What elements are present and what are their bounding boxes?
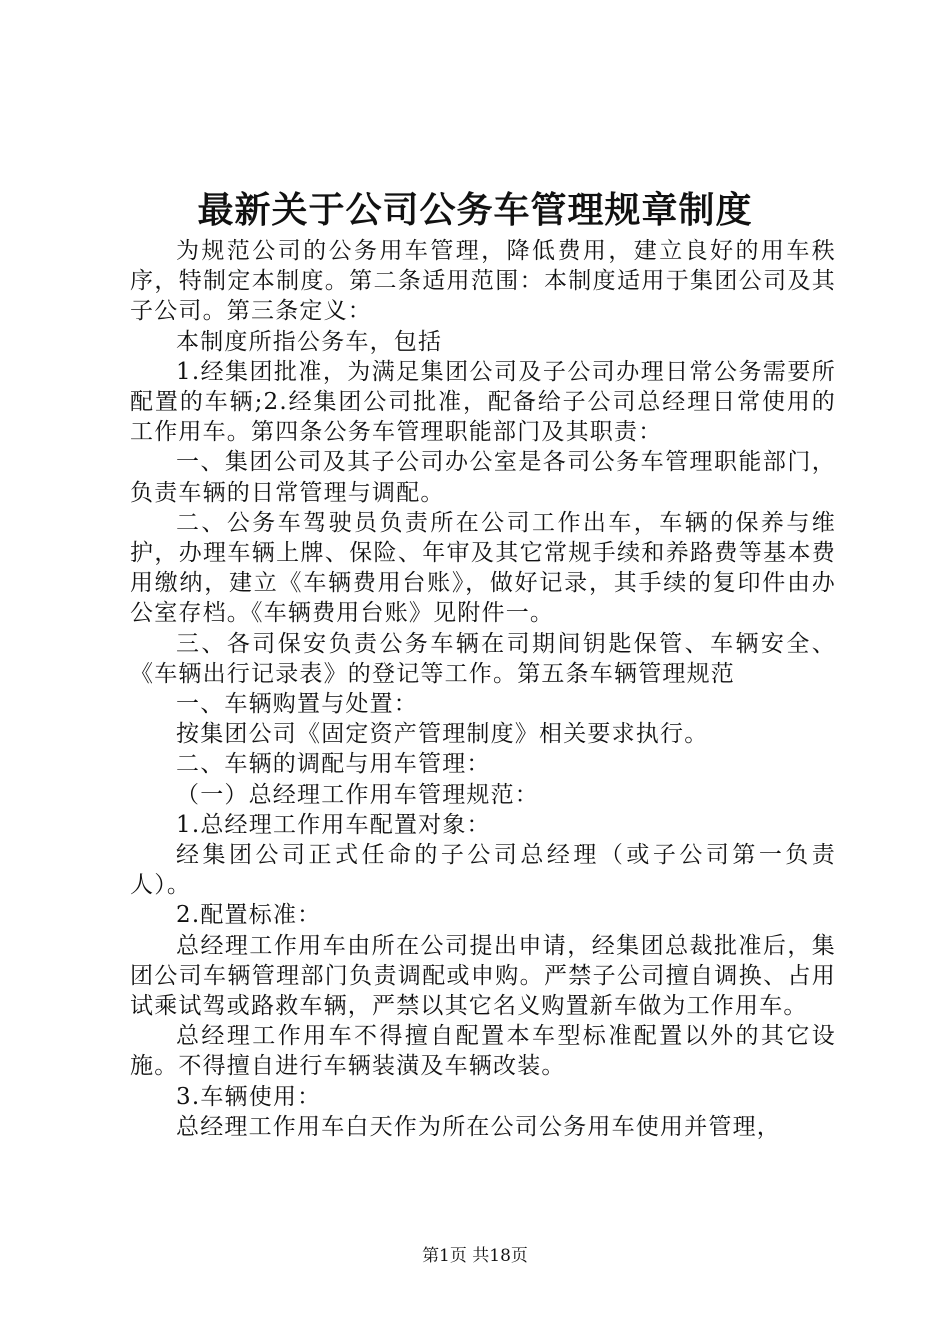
paragraph: 按集团公司《固定资产管理制度》相关要求执行。 [176, 721, 709, 748]
paragraph: 1.总经理工作用车配置对象： [176, 811, 491, 838]
paragraph: 一、车辆购置与处置： [176, 691, 418, 718]
paragraph: 二、车辆的调配与用车管理： [176, 751, 491, 778]
paragraph: 本制度所指公务车，包括 [176, 328, 443, 355]
paragraph: 1.经集团批准，为满足集团公司及子公司办理日常公务需要所配置的车辆;2.经集团公司批准，配备给子公司总经理日常使用的工作用车。第四条公务车管理职能部门及其职责： [130, 358, 836, 446]
paragraph: 总经理工作用车不得擅自配置本车型标准配置以外的其它设施。不得擅自进行车辆装潢及车辆改装。 [130, 1023, 836, 1080]
page-number-footer: 第1页 共18页 [422, 1246, 528, 1266]
document-title: 最新关于公司公务车管理规章制度 [197, 189, 753, 231]
paragraph: 3.车辆使用： [176, 1083, 322, 1110]
paragraph: 2.配置标准： [176, 902, 322, 929]
paragraph: （一）总经理工作用车管理规范： [176, 781, 539, 808]
paragraph: 为规范公司的公务用车管理，降低费用，建立良好的用车秩序，特制定本制度。第二条适用范围：本制度适用于集团公司及其子公司。第三条定义： [130, 238, 836, 325]
paragraph: 总经理工作用车由所在公司提出申请，经集团总裁批准后，集团公司车辆管理部门负责调配或申购。严禁子公司擅自调换、占用试乘试驾或路救车辆，严禁以其它名义购置新车做为工作用车。 [130, 932, 836, 1020]
paragraph: 三、各司保安负责公务车辆在司期间钥匙保管、车辆安全、《车辆出行记录表》的登记等工作。第五条车辆管理规范 [130, 630, 836, 687]
paragraph: 一、集团公司及其子公司办公室是各司公务车管理职能部门，负责车辆的日常管理与调配。 [130, 449, 836, 506]
paragraph: 二、公务车驾驶员负责所在公司工作出车，车辆的保养与维护，办理车辆上牌、保险、年审及其它常规手续和养路费等基本费用缴纳，建立《车辆费用台账》，做好记录，其手续的复印件由办公室存档。《车辆费用台账》见附件一。 [130, 509, 836, 627]
paragraph: 经集团公司正式任命的子公司总经理（或子公司第一负责人）。 [130, 842, 836, 899]
document-body [130, 236, 836, 1142]
paragraph: 总经理工作用车白天作为所在公司公务用车使用并管理， [176, 1113, 781, 1140]
